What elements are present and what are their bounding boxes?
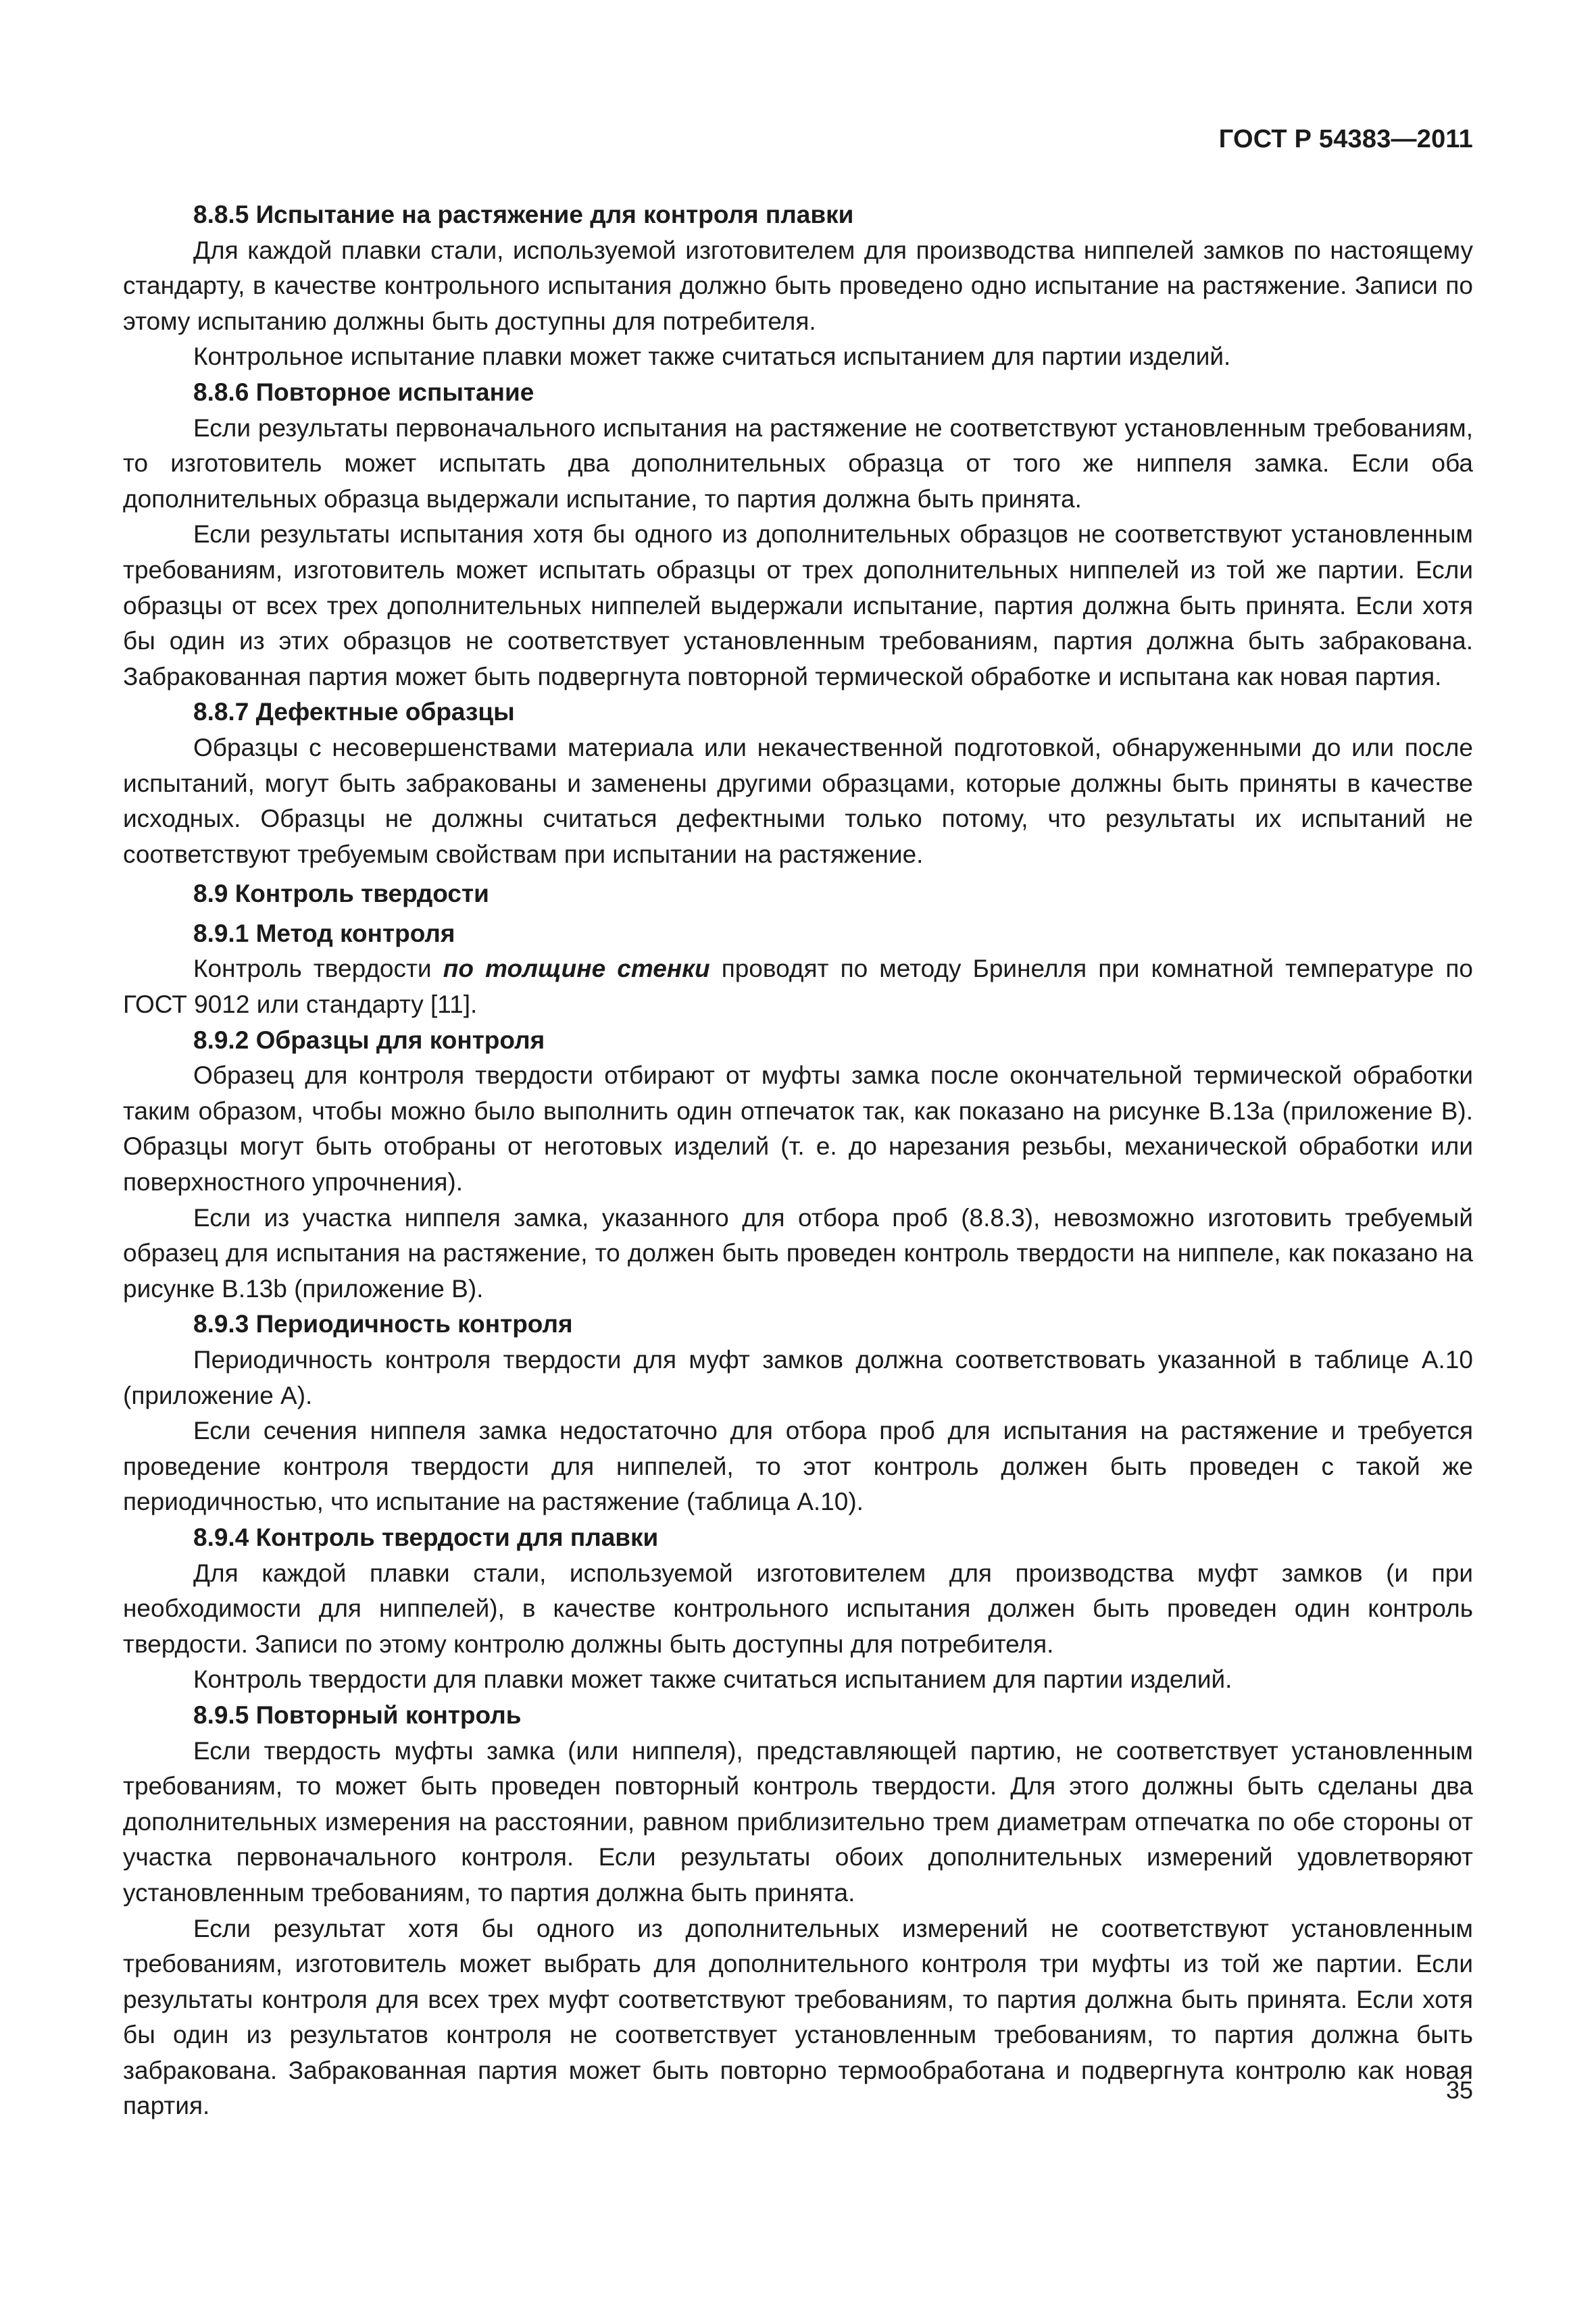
page-number: 35 [1445,2076,1473,2104]
section-8-8-7-title: 8.8.7 Дефектные образцы [193,698,515,726]
paragraph: Для каждой плавки стали, используемой изготовителем для производства муфт замков (и при необходимости для ниппелей), в качестве контрольного испытания должен быть проведен один контроль твердости. Записи по этому контролю должны быть доступны для потребителя. [123,1559,1473,1658]
section-8-9-4-title: 8.9.4 Контроль твердости для плавки [193,1523,659,1551]
section-8-9-2-title: 8.9.2 Образцы для контроля [193,1026,545,1054]
paragraph: Периодичность контроля твердости для муфт замков должна соответствовать указанной в таблице А.10 (приложение А). [123,1346,1473,1409]
paragraph: Если твердость муфты замка (или ниппеля), представляющей партию, не соответствует установленным требованиям, то может быть проведен повторный контроль твердости. Для этого должны быть сделаны два дополнительных измерения на расстоянии, равном приблизительно трем диаметрам отпечатка по обе стороны от участка первоначального контроля. Если результаты обоих дополнительных измерений удовлетворяют установленным требованиям, то партия должна быть принята. [123,1736,1473,1907]
paragraph: Если результаты первоначального испытания на растяжение не соответствуют установленным требованиям, то изготовитель может испытать два дополнительных образца от того же ниппеля замка. Если оба дополнительных образца выдержали испытание, то партия должна быть принята. [123,413,1473,513]
section-8-8-5-title: 8.8.5 Испытание на растяжение для контроля плавки [193,201,854,228]
paragraph: Образцы с несовершенствами материала или некачественной подготовкой, обнаруженными до или после испытаний, могут быть забракованы и заменены другими образцами, которые должны быть приняты в качестве исходных. Образцы не должны считаться дефектными только потому, что результаты их испытаний не соответствуют требуемым свойствам при испытании на растяжение. [123,733,1473,868]
paragraph: Контрольное испытание плавки может также считаться испытанием для партии изделий. [193,343,1231,371]
section-8-9-1-title: 8.9.1 Метод контроля [193,919,455,947]
paragraph-text: Контроль твердости [193,955,443,983]
paragraph: Если результат хотя бы одного из дополнительных измерений не соответствуют установленным требованиям, изготовитель может выбрать для дополнительного контроля три муфты из той же партии. Если результаты контроля для всех трех муфт соответствуют требованиям, то партия должна быть принята. Если хотя бы один из результатов контроля не соответствует установленным требованиям, то партия должна быть забракована. Забракованная партия может быть повторно термообработана и подвергнута контролю как новая партия. [123,1914,1473,2120]
section-8-8-6-title: 8.8.6 Повторное испытание [193,378,534,406]
paragraph [123,951,1473,1022]
paragraph: Контроль твердости для плавки может также считаться испытанием для партии изделий. [193,1665,1232,1694]
section-8-9-3-title: 8.9.3 Периодичность контроля [193,1310,573,1338]
document-header: ГОСТ Р 54383—2011 [1218,125,1473,153]
paragraph-text: проводят по методу Бринелля при комнатной температуре по ГОСТ 9012 или стандарту [11]. [123,955,1473,1019]
paragraph: Если из участка ниппеля замка, указанного для отбора проб (8.8.3), невозможно изготовить требуемый образец для испытания на растяжение, то должен быть проведен контроль твердости на ниппеле, как показано на рисунке В.13b (приложение В). [123,1203,1473,1303]
paragraph: Если сечения ниппеля замка недостаточно для отбора проб для испытания на растяжение и требуется проведение контроля твердости для ниппелей, то этот контроль должен быть проведен с такой же периодичностью, что испытание на растяжение (таблица А.10). [123,1417,1473,1516]
emphasis-text: по толщине стенки [443,955,710,983]
paragraph: Если результаты испытания хотя бы одного из дополнительных образцов не соответствуют установленным требованиям, изготовитель может испытать образцы от трех дополнительных ниппелей из той же партии. Если образцы от всех трех дополнительных ниппелей выдержали испытание, партия должна быть принята. Если хотя бы один из этих образцов не соответствует установленным требованиям, партия должна быть забракована. Забракованная партия может быть подвергнута повторной термической обработке и испытана как новая партия. [123,520,1473,690]
document-body [123,197,1473,2124]
paragraph: Для каждой плавки стали, используемой изготовителем для производства ниппелей замков по настоящему стандарту, в качестве контрольного испытания должно быть проведено одно испытание на растяжение. Записи по этому испытанию должны быть доступны для потребителя. [123,236,1473,335]
section-8-9-title: 8.9 Контроль твердости [193,880,489,908]
paragraph: Образец для контроля твердости отбирают от муфты замка после окончательной термической обработки таким образом, чтобы можно было выполнить один отпечаток так, как показано на рисунке В.13a (приложение В). Образцы могут быть отобраны от неготовых изделий (т. е. до нарезания резьбы, механической обработки или поверхностного упрочнения). [123,1061,1473,1197]
section-8-9-5-title: 8.9.5 Повторный контроль [193,1701,522,1729]
